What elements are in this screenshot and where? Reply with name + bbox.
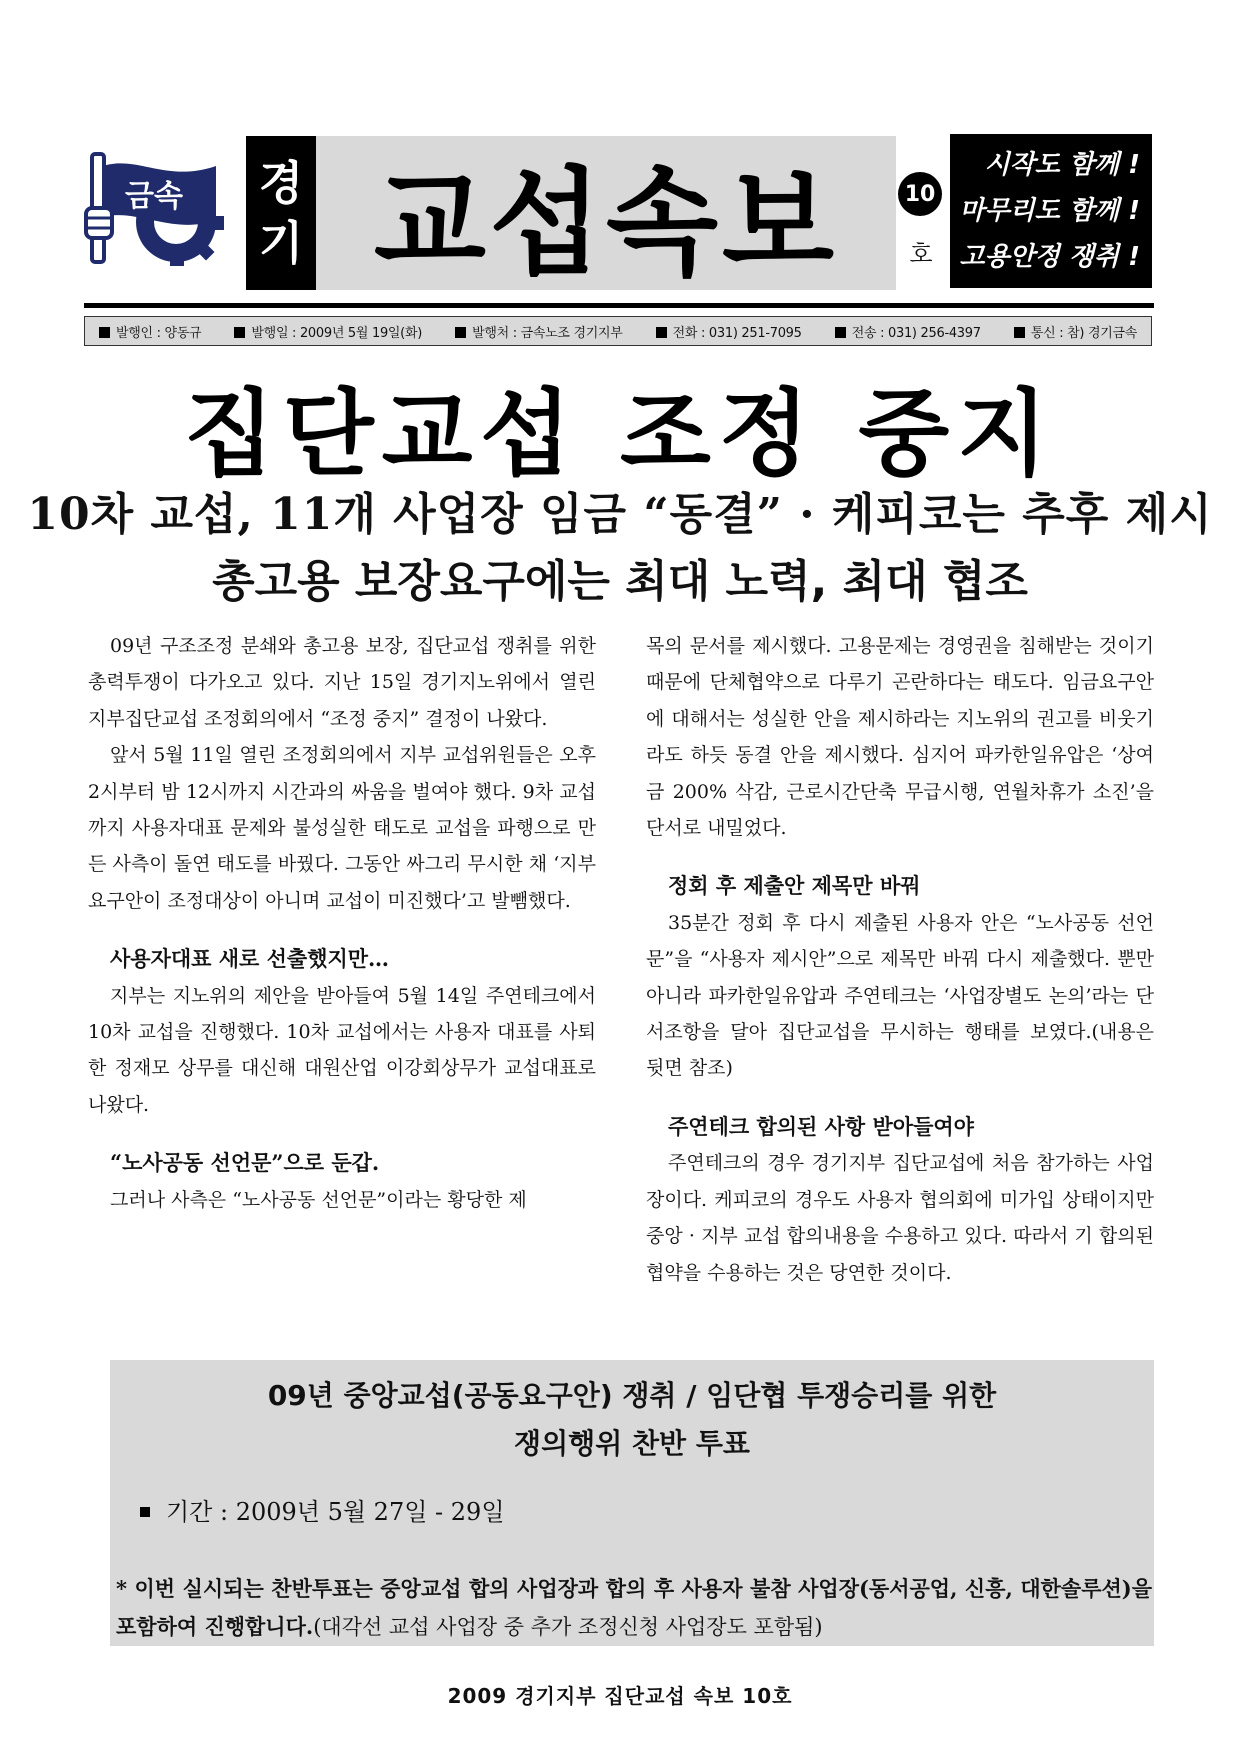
masthead-rule [84, 303, 1154, 308]
vote-period [140, 1492, 505, 1527]
article-column-right [646, 628, 1154, 1291]
headline: 집단교섭 조정 중지 [184, 380, 1056, 489]
publication-info-bar [84, 316, 1152, 346]
square-bullet-icon [455, 327, 466, 338]
article-column-left [88, 628, 596, 1218]
issue-number-badge: 10 [898, 172, 942, 216]
vote-title-line: 09년 중앙교섭(공동요구안) 쟁취 / 임단협 투쟁승리를 위한 [267, 1379, 997, 1412]
square-bullet-icon [1014, 327, 1025, 338]
slogan-line: 마무리도 함께 ! [959, 196, 1140, 226]
article-paragraph: 주연테크의 경우 경기지부 집단교섭에 처음 참가하는 사업장이다. 케피코의 경우도 사용자 협의회에 미가입 상태이지만 중앙 · 지부 교섭 합의내용을 수용하고 있다. 따라서 기 합의된 협약을 수용하는 것은 당연한 것이다. [646, 1152, 1154, 1284]
square-bullet-icon [835, 327, 846, 338]
vote-note-main: * 이번 실시되는 찬반투표는 중앙교섭 합의 사업장과 합의 후 사용자 불참 사업장(동서공업, 신흥, 대한솔루션)을 포함하여 진행합니다. [116, 1576, 1152, 1639]
square-bullet-icon [99, 327, 110, 338]
slogan-line: 고용안정 쟁취 ! [959, 242, 1140, 272]
vote-period-text: 기간 : 2009년 5월 27일 - 29일 [166, 1498, 505, 1526]
slogan-box [950, 134, 1152, 288]
subheadline-1: 10차 교섭, 11개 사업장 임금 “동결” · 케피코는 추후 제시 [27, 489, 1213, 540]
square-bullet-icon [234, 327, 245, 338]
subheadline-2: 총고용 보장요구에는 최대 노력, 최대 협조 [212, 556, 1028, 607]
section-heading: 사용자대표 새로 선출했지만… [110, 946, 390, 972]
issue-suffix: 호 [909, 240, 933, 268]
info-issuer: 발행처 : 금속노조 경기지부 [455, 322, 622, 341]
article-paragraph: 35분간 정회 후 다시 제출된 사용자 안은 “노사공동 선언문”을 “사용자 제시안”으로 제목만 바꿔 다시 제출했다. 뿐만 아니라 파카한일유압과 주연테크는 ‘사업장별도 논의’라는 단서조항을 달아 집단교섭을 무시하는 행태를 보였다.(내용은 뒷면 참조) [646, 911, 1154, 1080]
page-footer: 2009 경기지부 집단교섭 속보 10호 [447, 1684, 793, 1708]
vote-note [116, 1570, 1152, 1646]
square-bullet-icon [656, 327, 667, 338]
vote-notice-title [110, 1372, 1154, 1468]
logo-text: 금속 [125, 179, 183, 214]
region-char-1: 경 [258, 156, 304, 210]
union-logo [84, 148, 234, 266]
section-heading: 정회 후 제출안 제목만 바꿔 [668, 873, 921, 899]
slogan-line: 시작도 함께 ! [984, 150, 1140, 180]
info-phone: 전화 : 031) 251-7095 [656, 322, 802, 341]
section-heading: 주연테크 합의된 사항 받아들여야 [668, 1113, 974, 1139]
info-fax: 전송 : 031) 256-4397 [835, 322, 981, 341]
info-contact: 통신 : 참) 경기금속 [1014, 322, 1137, 341]
region-label [246, 136, 316, 290]
vote-title-line: 쟁의행위 찬반 투표 [514, 1427, 750, 1460]
article-paragraph: 그러나 사측은 “노사공동 선언문”이라는 황당한 제 [110, 1188, 527, 1211]
article-paragraph: 지부는 지노위의 제안을 받아들여 5월 14일 주연테크에서 10차 교섭을 진행했다. 10차 교섭에서는 사용자 대표를 사퇴한 정재모 상무를 대신해 대원산업 이강회상무가 교섭대표로 나왔다. [88, 984, 596, 1116]
masthead-title: 교섭속보 [373, 155, 839, 291]
article-paragraph-continued: 목의 문서를 제시했다. 고용문제는 경영권을 침해받는 것이기 때문에 단체협약으로 다루기 곤란하다는 태도다. 임금요구안에 대해서는 성실한 안을 제시하라는 지노위의 권고를 비웃기라도 하듯 동결 안을 제시했다. 심지어 파카한일유압은 ‘상여금 200% 삭감, 근로시간단축 무급시행, 연월차휴가 소진’을 단서로 내밀었다. [646, 635, 1154, 840]
article-paragraph: 앞서 5월 11일 열린 조정회의에서 지부 교섭위원들은 오후 2시부터 밤 12시까지 시간과의 싸움을 벌여야 했다. 9차 교섭까지 사용자대표 문제와 불성실한 태도로 교섭을 파행으로 만든 사측이 돌연 태도를 바꿨다. 그동안 싸그리 무시한 채 ‘지부 요구안이 조정대상이 아니며 교섭이 미진했다’고 발뺌했다. [88, 744, 596, 912]
info-publisher: 발행인 : 양동규 [99, 322, 201, 341]
vote-note-aside: (대각선 교섭 사업장 중 추가 조정신청 사업장도 포함됨) [313, 1615, 823, 1639]
square-bullet-icon [140, 1507, 150, 1517]
section-heading: “노사공동 선언문”으로 둔갑. [110, 1150, 380, 1176]
region-char-2: 기 [258, 216, 304, 270]
article-paragraph: 09년 구조조정 분쇄와 총고용 보장, 집단교섭 쟁취를 위한 총력투쟁이 다가오고 있다. 지난 15일 경기지노위에서 열린 지부집단교섭 조정회의에서 “조정 중지” 결정이 나왔다. [88, 635, 596, 730]
info-date: 발행일 : 2009년 5월 19일(화) [234, 322, 422, 341]
masthead-title-box [316, 136, 896, 290]
